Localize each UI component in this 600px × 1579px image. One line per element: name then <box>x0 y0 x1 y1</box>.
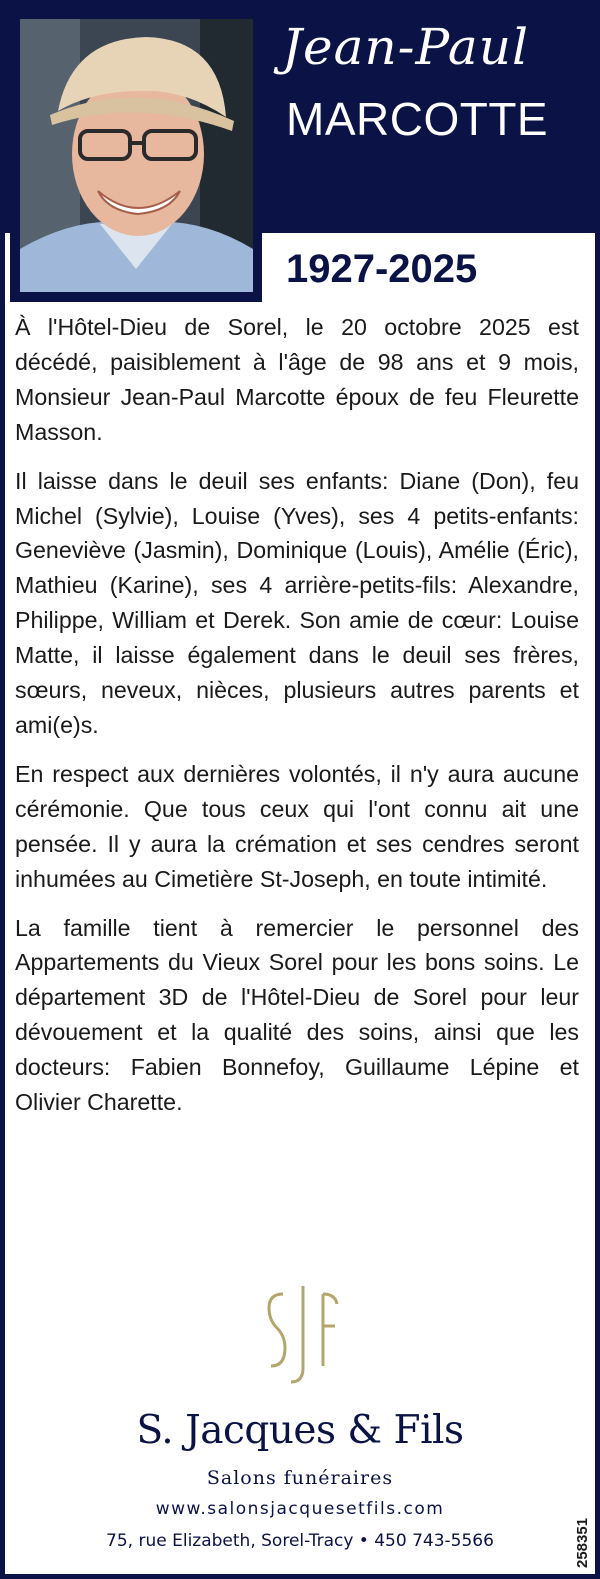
paragraph-ceremony: En respect aux dernières volontés, il n'y aura aucune cérémonie. Que tous ceux qui l'ont connu ait une pensée. Il y aura la crémation et ses cendres seront inhumées au Cimetière St-Joseph, en toute intimité. <box>15 760 579 892</box>
portrait-photo-icon <box>20 19 253 292</box>
paragraph-family: Il laisse dans le deuil ses enfants: Diane (Don), feu Michel (Sylvie), Louise (Yves), ses 4 petits-enfants: Geneviève (Jasmin), Dominique (Louis), Amélie (Éric), Mathieu (Karine), ses 4 arrière-petits-fils: Alexandre, Philippe, William et Derek. Son amie de cœur: Louise Matte, il laisse également dans le deuil ses frères, sœurs, neveux, nièces, plusieurs autres parents et ami(e)s. <box>15 467 579 738</box>
ad-reference-number: 258351 <box>574 1517 591 1568</box>
life-years: 1927-2025 <box>286 247 478 291</box>
sjf-monogram-icon <box>263 1282 343 1390</box>
paragraph-thanks: La famille tient à remercier le personnel des Appartements du Vieux Sorel pour les bons soins. Le département 3D de l'Hôtel-Dieu de Sorel pour leur dévouement et la qualité des soins, ainsi que les docteurs: Fabien Bonnefoy, Guillaume Lépine et Olivier Charette. <box>15 914 579 1116</box>
funeral-home-address: 75, rue Elizabeth, Sorel-Tracy • 450 743-5566 <box>106 1531 494 1551</box>
obituary-text <box>15 310 579 1134</box>
funeral-home-name: S. Jacques & Fils <box>136 1408 464 1453</box>
funeral-home-subtitle: Salons funéraires <box>206 1467 394 1489</box>
funeral-home-website[interactable]: www.salonsjacquesetfils.com <box>155 1499 445 1519</box>
deceased-first-name: Jean-Paul <box>282 18 529 76</box>
deceased-last-name: MARCOTTE <box>286 93 549 145</box>
paragraph-death: À l'Hôtel-Dieu de Sorel, le 20 octobre 2025 est décédé, paisiblement à l'âge de 98 ans et 9 mois, Monsieur Jean-Paul Marcotte époux de feu Fleurette Masson. <box>15 314 579 445</box>
